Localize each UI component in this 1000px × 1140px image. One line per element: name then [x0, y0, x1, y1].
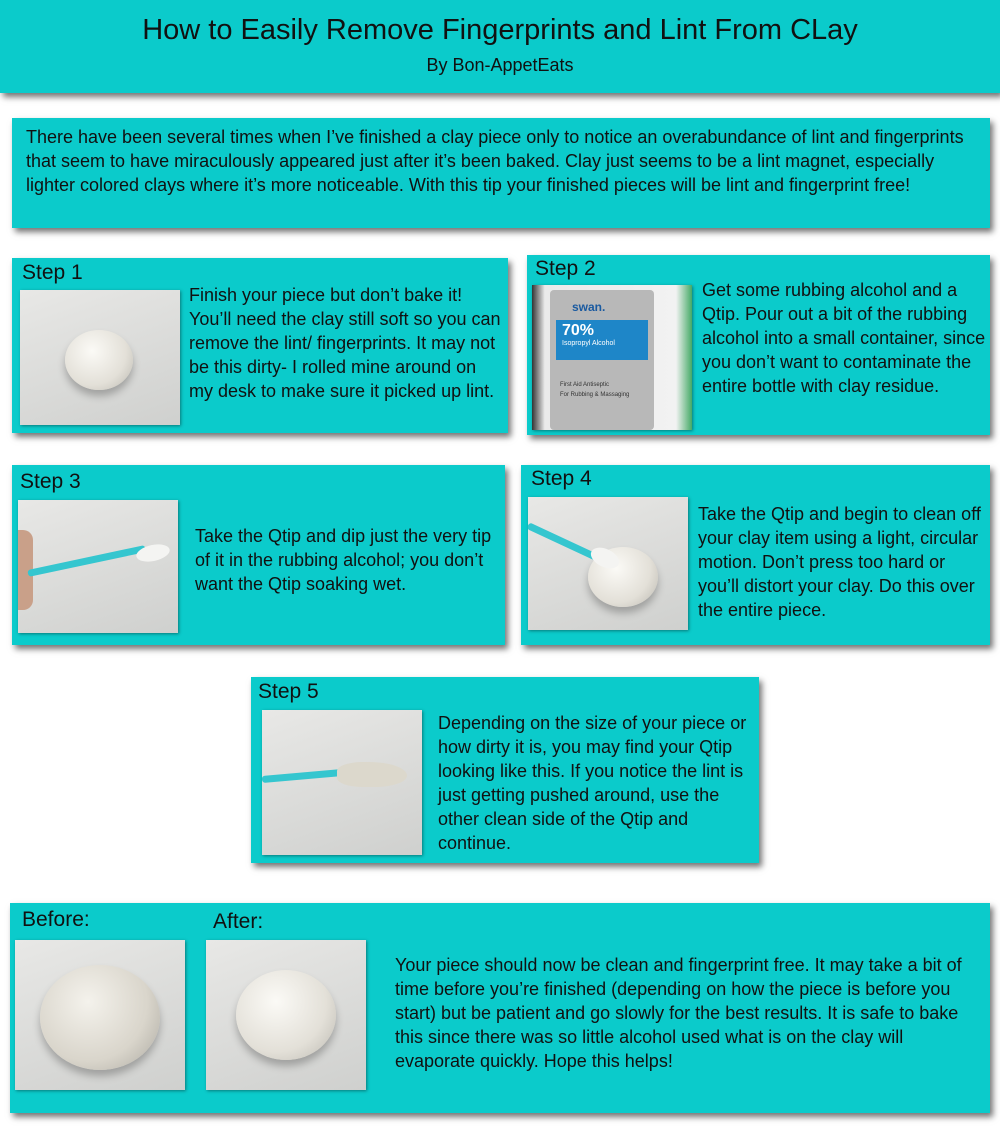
step-3-panel: [12, 465, 505, 645]
result-text: Your piece should now be clean and fingerprint free. It may take a bit of time before you’re finished (depending on how the piece is before you start) but be patient and go slowly for the best results. It is safe to bake this since there was so little alcohol used what is on the clay will evaporate quickly. Hope this helps!: [395, 955, 962, 1071]
alcohol-bottle: [532, 285, 692, 430]
step-text: Take the Qtip and dip just the very tip of it in the rubbing alcohol; you don’t want the Qtip soaking wet.: [195, 526, 492, 594]
bottle-bullet: For Rubbing & Massaging: [560, 392, 630, 398]
step-5-photo: [262, 710, 422, 855]
page-title: How to Easily Remove Fingerprints and Lint From CLay: [142, 14, 858, 46]
bottle-percent: 70%: [562, 322, 595, 339]
step-5-panel: [251, 677, 759, 863]
step-text: Depending on the size of your piece or how dirty it is, you may find your Qtip looking like this. If you notice the lint is just getting pushed around, use the other clean side of the Qtip and continue.: [438, 713, 747, 853]
step-label: Step 5: [258, 680, 319, 703]
header-banner: [0, 0, 1000, 93]
step-3-photo: [18, 500, 178, 633]
before-label: Before:: [22, 908, 90, 931]
byline: By Bon-AppetEats: [426, 55, 574, 75]
step-label: Step 2: [535, 257, 596, 280]
clay-ball: [65, 330, 133, 390]
step-4-photo: [528, 497, 688, 630]
step-2-panel: [527, 255, 990, 435]
step-4-panel: [521, 465, 990, 645]
step-label: Step 4: [531, 467, 592, 490]
after-label: After:: [213, 910, 264, 933]
before-photo: [15, 940, 185, 1090]
bottle-brand: swan.: [572, 300, 606, 314]
intro-panel: [12, 118, 990, 228]
step-text: Take the Qtip and begin to clean off your clay item using a light, circular motion. Don’t press too hard or you’ll distort your clay. Do this over the entire piece.: [698, 504, 981, 620]
step-1-photo: [20, 290, 180, 425]
bottle-bullet: First Aid Antiseptic: [560, 382, 610, 388]
intro-text: There have been several times when I’ve finished a clay piece only to notice an overabundance of lint and fingerprints that seem to have miraculously appeared just after it’s been baked. Clay just seems to be a lint magnet, especially lighter colored clays where it’s more noticeable. With this tip your finished pieces will be lint and fingerprint free!: [26, 127, 964, 195]
result-panel: [10, 903, 990, 1113]
step-text: Get some rubbing alcohol and a Qtip. Pour out a bit of the rubbing alcohol into a small container, since you don’t want to contaminate the entire bottle with clay residue.: [702, 280, 986, 396]
bottle-name: Isopropyl Alcohol: [562, 340, 615, 347]
step-text: Finish your piece but don’t bake it! You’ll need the clay still soft so you can remove the lint/ fingerprints. It may not be this dirty- I rolled mine around on my desk to make sure it picked up lint.: [189, 285, 501, 401]
step-1-panel: [12, 258, 508, 433]
step-label: Step 3: [20, 470, 81, 493]
step-label: Step 1: [22, 261, 83, 284]
step-2-photo: [532, 285, 692, 430]
after-photo: [206, 940, 366, 1090]
